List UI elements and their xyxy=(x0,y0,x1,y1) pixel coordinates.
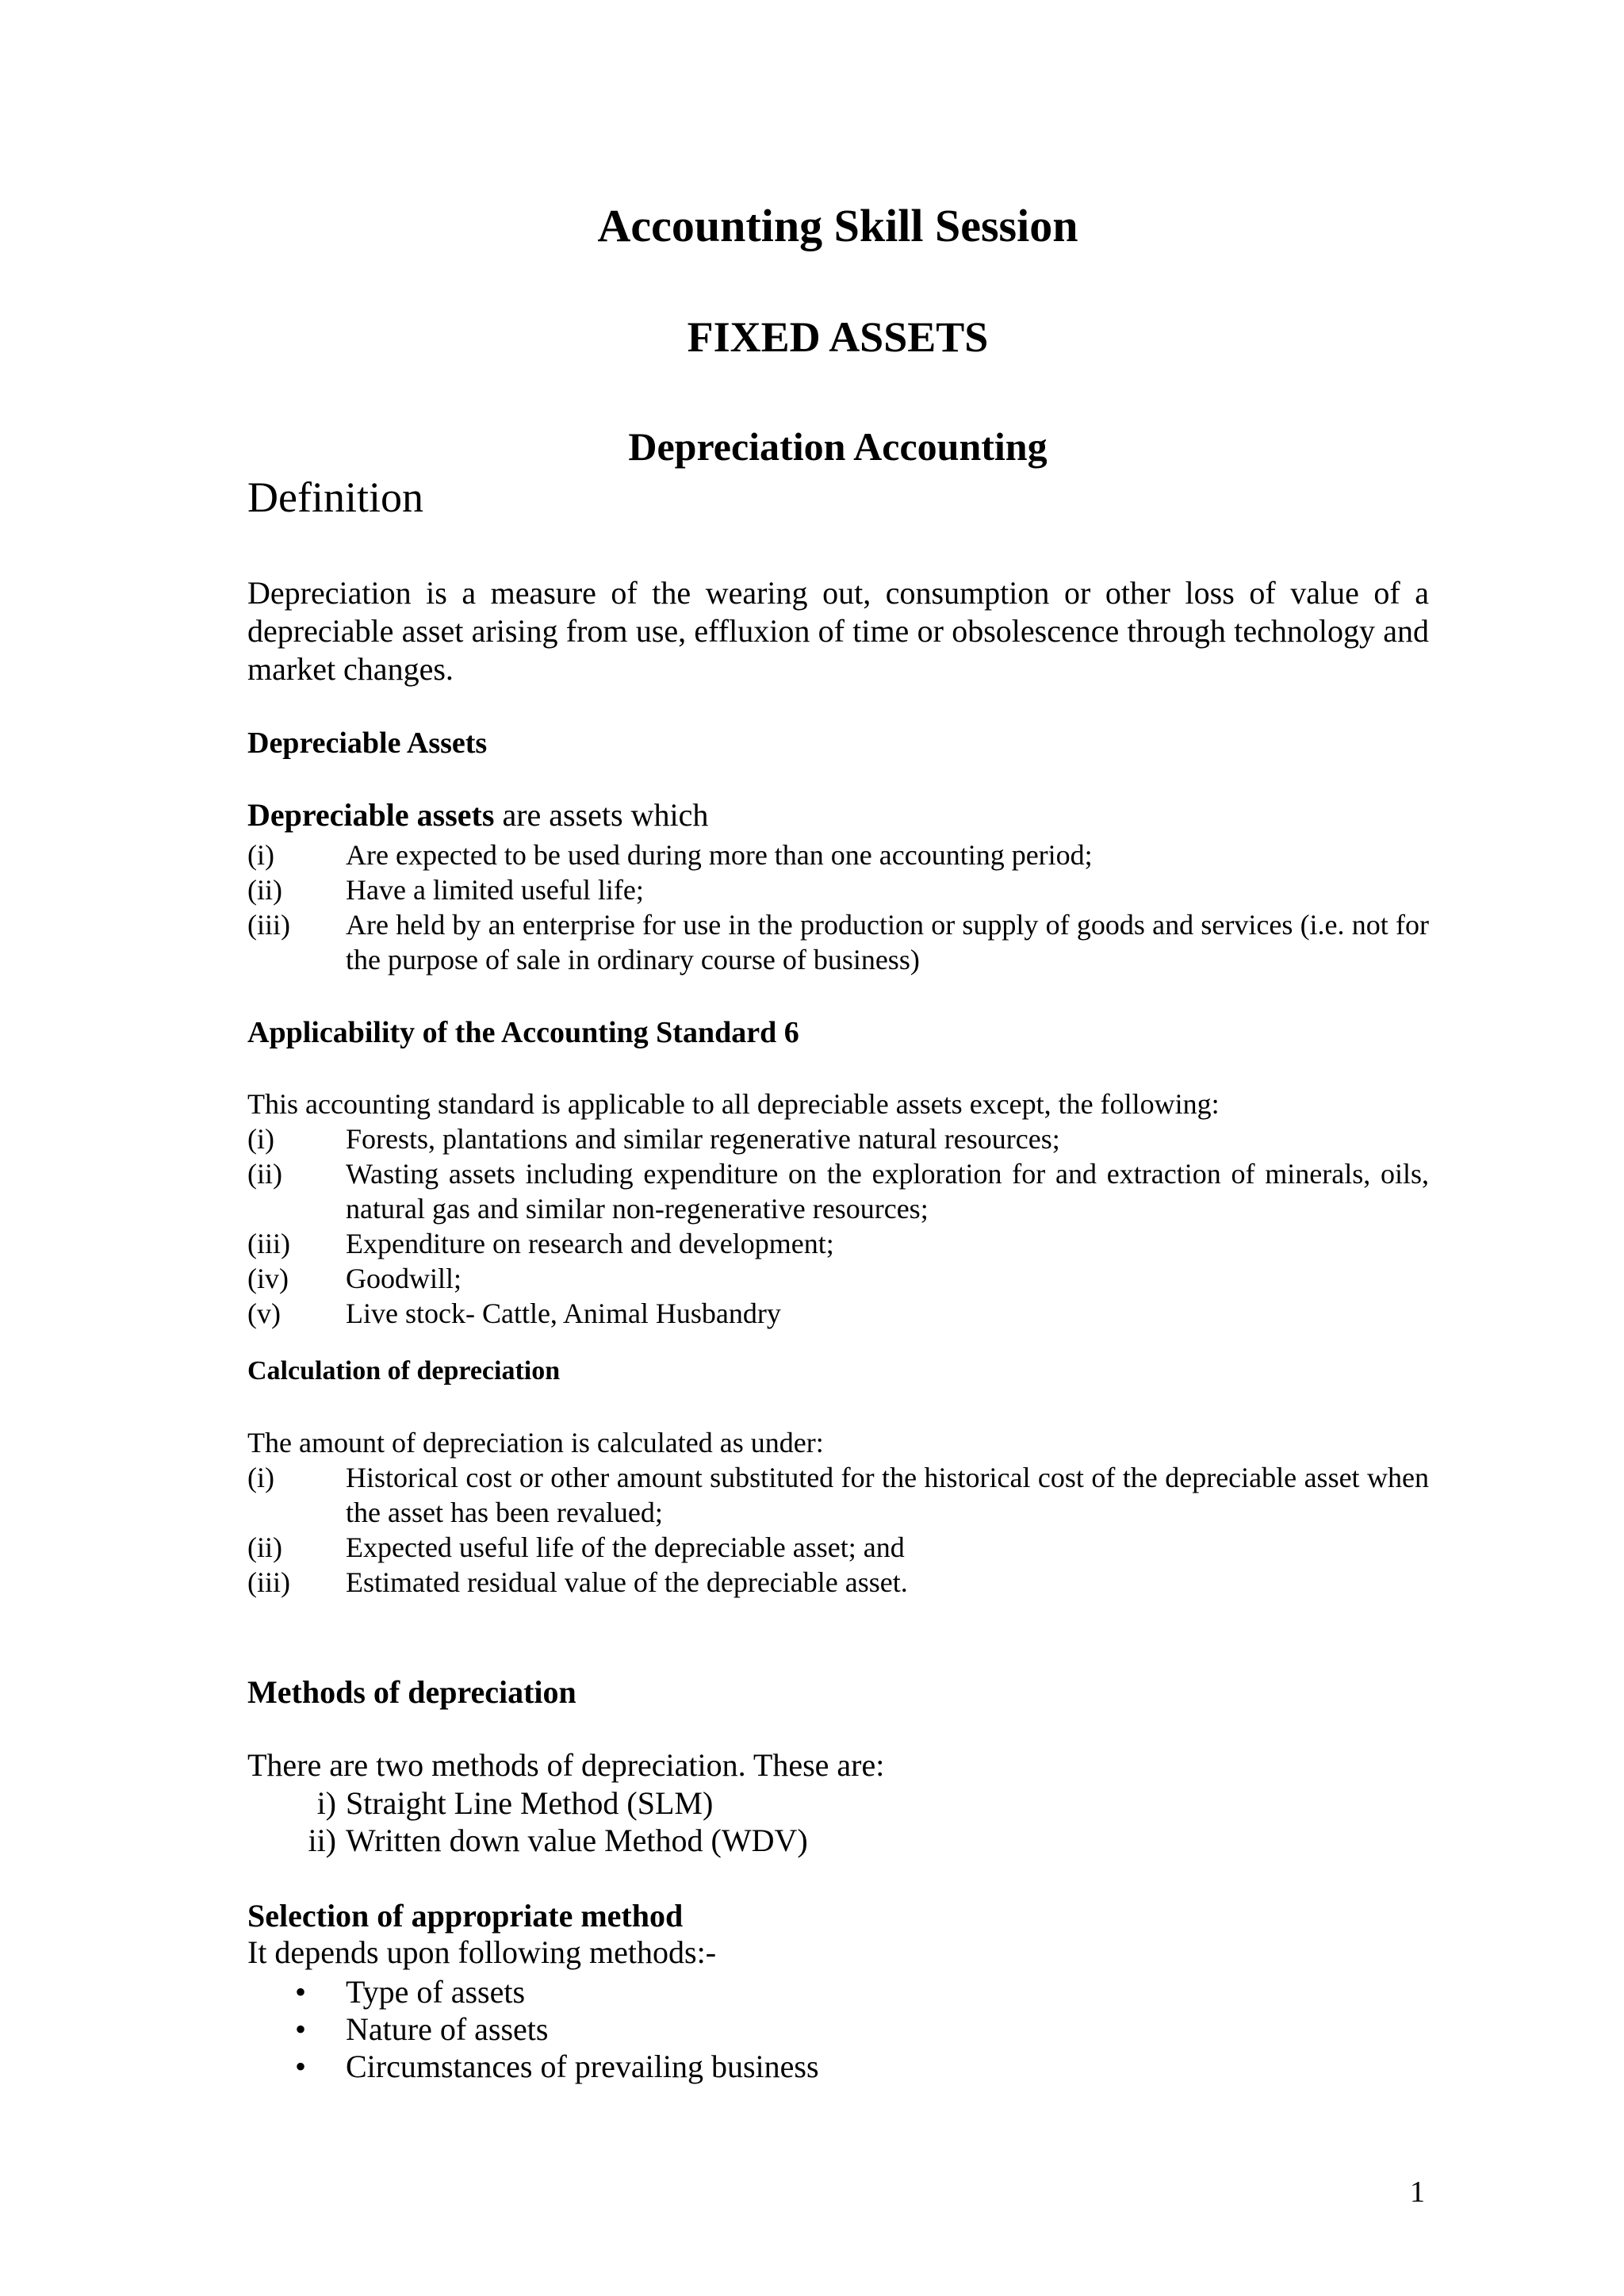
calculation-intro: The amount of depreciation is calculated as under: xyxy=(247,1427,824,1458)
list-item xyxy=(247,1261,1429,1296)
list-item xyxy=(247,1460,1429,1530)
list-item-text: Nature of assets xyxy=(346,2011,549,2047)
list-item-number: (ii) xyxy=(247,874,282,906)
applicability-list xyxy=(247,1121,1429,1331)
list-item-text: Forests, plantations and similar regenerative natural resources; xyxy=(346,1123,1060,1155)
list-item-number: (iii) xyxy=(247,1228,290,1259)
page-number: 1 xyxy=(1410,2175,1425,2209)
list-item-number: (v) xyxy=(247,1297,281,1329)
list-item-text: Expected useful life of the depreciable asset; and xyxy=(346,1531,905,1563)
list-item xyxy=(247,872,1429,907)
list-item-number: (iv) xyxy=(247,1263,289,1294)
list-item-number: (ii) xyxy=(247,1531,282,1563)
document-title: Accounting Skill Session xyxy=(597,200,1078,251)
list-item-number: (i) xyxy=(247,1462,274,1493)
list-item-text: Circumstances of prevailing business xyxy=(346,2049,819,2084)
definition-paragraph: Depreciation is a measure of the wearing out, consumption or other loss of value of a depreciable asset arising from use, effluxion of time or obsolescence through technology and market changes. xyxy=(247,575,1429,687)
document-subtitle: FIXED ASSETS xyxy=(687,313,989,361)
depreciable-assets-intro xyxy=(247,799,708,831)
depreciable-assets-intro-rest: are assets which xyxy=(494,797,709,833)
depreciable-assets-intro-bold: Depreciable assets xyxy=(247,797,495,833)
list-item-text: Wasting assets including expenditure on the exploration for and extraction of minerals, oils, natural gas and similar non-regenerative resources; xyxy=(346,1158,1429,1225)
list-item-text: Are held by an enterprise for use in the production or supply of goods and services (i.e. not for the purpose of sale in ordinary course of business) xyxy=(346,909,1429,976)
depreciable-assets-list xyxy=(247,838,1429,977)
list-item-number: (iii) xyxy=(247,909,290,941)
list-item xyxy=(247,1784,1429,1822)
list-item-text: Live stock- Cattle, Animal Husbandry xyxy=(346,1297,781,1329)
list-item-text: Estimated residual value of the depreciable asset. xyxy=(346,1566,908,1598)
calculation-list xyxy=(247,1460,1429,1600)
applicability-intro: This accounting standard is applicable to all depreciable assets except, the following: xyxy=(247,1088,1220,1120)
calculation-heading: Calculation of depreciation xyxy=(247,1356,561,1386)
selection-heading: Selection of appropriate method xyxy=(247,1898,684,1934)
list-item-text: Type of assets xyxy=(346,1974,526,2010)
list-item-text: Expenditure on research and development; xyxy=(346,1228,834,1259)
list-item-text: Have a limited useful life; xyxy=(346,874,644,906)
list-item xyxy=(247,907,1429,977)
list-item xyxy=(247,1226,1429,1261)
methods-list xyxy=(247,1784,1429,1859)
list-item-number: (iii) xyxy=(247,1566,290,1598)
list-item-number: (i) xyxy=(247,1123,274,1155)
list-item-number: (i) xyxy=(247,839,274,871)
list-item xyxy=(247,2048,1429,2085)
list-item xyxy=(247,1121,1429,1156)
list-item-text: Written down value Method (WDV) xyxy=(346,1823,808,1858)
definition-heading: Definition xyxy=(247,473,423,521)
selection-intro: It depends upon following methods:- xyxy=(247,1934,717,1970)
list-item xyxy=(247,1565,1429,1600)
applicability-heading: Applicability of the Accounting Standard 6 xyxy=(247,1016,799,1049)
bullet-icon: • xyxy=(295,1974,307,2010)
bullet-icon: • xyxy=(295,2011,307,2047)
list-item-number: ii) xyxy=(308,1823,336,1858)
section-title: Depreciation Accounting xyxy=(628,424,1048,469)
list-item-text: Are expected to be used during more than one accounting period; xyxy=(346,839,1093,871)
list-item xyxy=(247,838,1429,872)
methods-intro: There are two methods of depreciation. These are: xyxy=(247,1747,885,1783)
methods-heading: Methods of depreciation xyxy=(247,1674,576,1710)
list-item-text: Historical cost or other amount substituted for the historical cost of the depreciable asset when the asset has been revalued; xyxy=(346,1462,1429,1528)
list-item-number: i) xyxy=(316,1785,336,1821)
list-item-number: (ii) xyxy=(247,1158,282,1190)
selection-list xyxy=(247,1973,1429,2085)
list-item-text: Straight Line Method (SLM) xyxy=(346,1785,714,1821)
list-item xyxy=(247,1822,1429,1859)
list-item xyxy=(247,1530,1429,1565)
depreciable-assets-heading: Depreciable Assets xyxy=(247,726,488,760)
list-item xyxy=(247,1973,1429,2010)
list-item xyxy=(247,1156,1429,1226)
bullet-icon: • xyxy=(295,2049,307,2084)
list-item xyxy=(247,1296,1429,1331)
list-item xyxy=(247,2010,1429,2048)
list-item-text: Goodwill; xyxy=(346,1263,462,1294)
